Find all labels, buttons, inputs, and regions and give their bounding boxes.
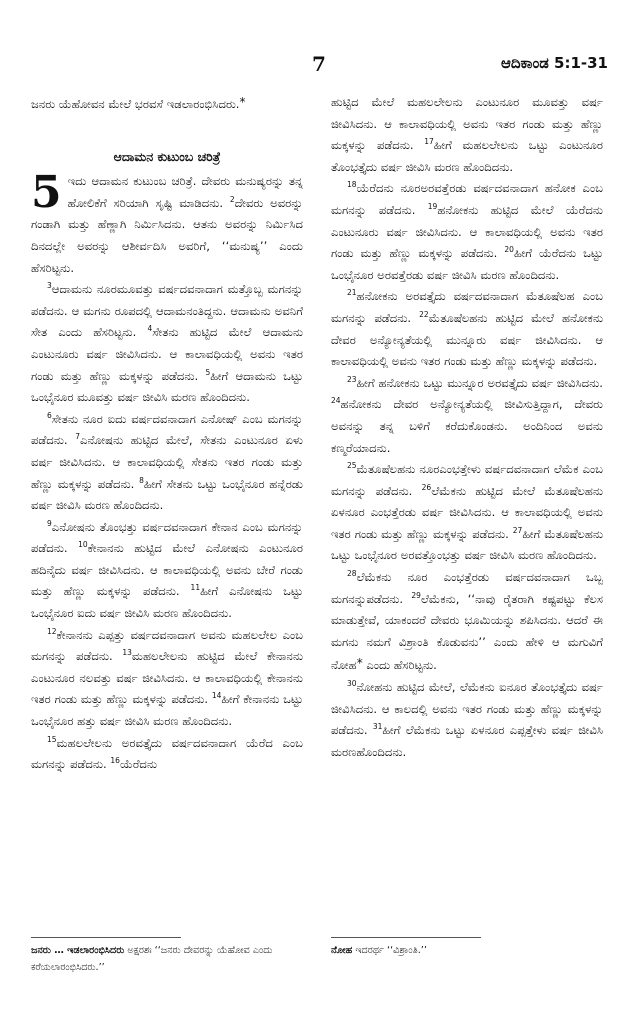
verse-number: 13 bbox=[122, 648, 132, 658]
verse-text: ಹೀಗೆ ಎನೋಷನು ಒಟ್ಟು ಒಂಭೈನೂರ ಐದು ವರ್ಷ ಜೀವಿಸಿ ಮರಣ ಹೊಂದಿದನು. bbox=[31, 584, 303, 621]
verse-text: ಎನೋಷನು ತೊಂಭತ್ತು ವರ್ಷದವನಾದಾಗ ಕೇನಾನ ಎಂಬ ಮಗನನ್ನು ಪಡೆದನು. bbox=[31, 519, 303, 556]
verse-number: 31 bbox=[372, 722, 383, 732]
verse-text: ಹುಟ್ಟಿದ ಮೇಲೆ ಮಹಲಲೇಲನು ಎಂಟುನೂರ ಮೂವತ್ತು ವರ್ಷ ಜೀವಿಸಿದನು. ಆ ಕಾಲಾವಧಿಯಲ್ಲಿ ಅವನು ಇತರ ಗಂಡು ಮತ್ತು ಹೆಣ್ಣು ಮಕ್ಕಳನ್ನು ಪಡೆದನು. bbox=[331, 95, 603, 153]
verse-text: ಕೇನಾನನು ಹುಟ್ಟಿದ ಮೇಲೆ ಎನೋಷನು ಎಂಟುನೂರ ಹದಿನೈದು ವರ್ಷ ಜೀವಿಸಿದನು. ಆ ಕಾಲಾವಧಿಯಲ್ಲಿ ಅವನು ಬೇರೆ ಗಂಡು ಮತ್ತು ಹೆಣ್ಣು ಮಕ್ಕಳನ್ನು ಪಡೆದನು. bbox=[31, 541, 303, 599]
verse-number: 10 bbox=[78, 540, 88, 550]
footnote-term: ಜನರು … ಇಡಲಾರಂಭಿಸಿದರು bbox=[31, 945, 125, 956]
verse-number: 15 bbox=[47, 734, 57, 744]
verse-number: 14 bbox=[211, 691, 222, 701]
chapter-number: 5 bbox=[31, 167, 62, 219]
footnote-right bbox=[331, 942, 606, 959]
paragraph bbox=[331, 92, 603, 178]
verse-number: 29 bbox=[411, 590, 421, 600]
paragraph bbox=[31, 517, 303, 625]
verse-number: 20 bbox=[504, 245, 514, 255]
verse-text: ಯೆರೆದನು bbox=[119, 757, 158, 772]
verse-text: ಹೀಗೆ ಸೇತನು ಒಟ್ಟು ಒಂಭೈನೂರ ಹನ್ನೆರಡು ವರ್ಷ ಜೀವಿಸಿ ಮರಣ ಹೊಂದಿದನು. bbox=[31, 476, 303, 513]
verse-text: ಎನೋಷನು ಹುಟ್ಟಿದ ಮೇಲೆ, ಸೇತನು ಎಂಟುನೂರ ಏಳು ವರ್ಷ ಜೀವಿಸಿದನು. ಆ ಕಾಲಾವಧಿಯಲ್ಲಿ ಸೇತನು ಇತರ ಗಂಡು ಮತ್ತು ಹೆಣ್ಣು ಮಕ್ಕಳನ್ನು ಪಡೆದನು. bbox=[31, 433, 303, 491]
paragraph bbox=[31, 733, 303, 776]
verse-text: ಹೀಗೆ ಲೆಮೆಕನು ಒಟ್ಟು ಏಳನೂರ ಎಪ್ಪತ್ತೇಳು ವರ್ಷ ಜೀವಿಸಿ ಮರಣಹೊಂದಿದನು. bbox=[331, 723, 603, 759]
verse-number: 27 bbox=[512, 526, 523, 536]
verse-text: ಮೆತೂಷೆಲಹನು ಹುಟ್ಟಿದ ಮೇಲೆ ಹನೋಕನು ದೇವರ ಅನ್ಯೋನ್ಯತೆಯಲ್ಲಿ ಮುನ್ನೂರು ವರ್ಷ ಜೀವಿಸಿದನು. ಆ ಕಾಲಾವಧಿಯಲ್ಲಿ ಅವನು ಇತರ ಗಂಡು ಮತ್ತು ಹೆಣ್ಣು ಮಕ್ಕಳನ್ನು ಪಡೆದನು. bbox=[331, 310, 604, 369]
verse-number: 24 bbox=[331, 396, 341, 406]
verse-text: ಮಹಲಲೇಲನು ಹುಟ್ಟಿದ ಮೇಲೆ ಕೇನಾನನು ಎಂಟುನೂರ ನಲವತ್ತು ವರ್ಷ ಜೀವಿಸಿದನು. ಆ ಕಾಲಾವಧಿಯಲ್ಲಿ ಕೇನಾನನು ಇತರ ಗಂಡು ಮತ್ತು ಹೆಣ್ಣು ಮಕ್ಕಳನ್ನು ಪಡೆದನು. bbox=[31, 649, 304, 707]
footnote-text: ಇದರರ್ಥ ‘‘ವಿಶ್ರಾಂತಿ.’’ bbox=[352, 945, 427, 956]
verse-number: 21 bbox=[347, 288, 357, 298]
verse-number: 28 bbox=[347, 569, 357, 579]
paragraph bbox=[331, 567, 603, 677]
verse-text: ಹೀಗೆ ಮೆತೂಷೆಲಹನು ಒಟ್ಟು ಒಂಭೈನೂರ ಅರವತ್ತೊಂಭತ್ತು ವರ್ಷ ಜೀವಿಸಿ ಮರಣ ಹೊಂದಿದನು. bbox=[331, 526, 604, 563]
verse-text: ಆದಾಮನು ನೂರಮೂವತ್ತು ವರ್ಷದವನಾದಾಗ ಮತ್ತೊಬ್ಬ ಮಗನನ್ನು ಪಡೆದನು. ಆ ಮಗನು ರೂಪದಲ್ಲಿ ಆದಾಮನಂತಿದ್ದನು. ಆದಾಮನು ಅವನಿಗೆ ಸೇತ ಎಂದು ಹೆಸರಿಟ್ಟನು. bbox=[31, 282, 303, 340]
verse-number: 8 bbox=[139, 475, 144, 485]
verse-number: 23 bbox=[347, 374, 357, 384]
footnote-term: ನೋಹ bbox=[331, 945, 353, 956]
verse-text: ಮಹಲಲೇಲನು ಅರವತ್ತೈದು ವರ್ಷದವನಾದಾಗ ಯೆರೆದ ಎಂಬ ಮಗನನ್ನು ಪಡೆದನು. bbox=[31, 735, 303, 772]
left-column bbox=[31, 92, 303, 776]
page-header bbox=[30, 52, 608, 80]
footnote-text: ಅಕ್ಷರಶಃ ‘‘ಜನರು ದೇವರನ್ನು ಯೆಹೋವ ಎಂದು ಕರೆಯಲಾರಂಭಿಸಿದರು.’’ bbox=[31, 945, 273, 973]
verse-text: ಹೀಗೆ ಮಹಲಲೇಲನು ಒಟ್ಟು ಎಂಟುನೂರ ತೊಂಭತ್ತೈದು ವರ್ಷ ಜೀವಿಸಿ ಮರಣ ಹೊಂದಿದನು. bbox=[331, 138, 603, 174]
paragraph bbox=[331, 677, 603, 763]
footnote-left bbox=[31, 942, 306, 976]
verse-text: ಇದು ಆದಾಮನ ಕುಟುಂಬ ಚರಿತ್ರೆ. ದೇವರು ಮನುಷ್ಯರನ್ನು ತನ್ನ ಹೋಲಿಕೆಗೆ ಸರಿಯಾಗಿ ಸೃಷ್ಟಿ ಮಾಡಿದನು. bbox=[67, 174, 303, 210]
running-head: ಆದಿಕಾಂಡ 5:1-31 bbox=[500, 54, 608, 72]
right-column bbox=[331, 92, 603, 763]
verse-number: 2 bbox=[229, 194, 235, 204]
page-number: 7 bbox=[312, 52, 326, 76]
verse-text: ಹೀಗೆ ಹನೋಕನು ಒಟ್ಟು ಮುನ್ನೂರ ಅರವತ್ತೈದು ವರ್ಷ ಜೀವಿಸಿದನು. bbox=[356, 375, 603, 390]
verse-text: ಕೇನಾನನು ಎಪ್ಪತ್ತು ವರ್ಷದವನಾದಾಗ ಅವನು ಮಹಲಲೇಲ ಎಂಬ ಮಗನನ್ನು ಪಡೆದನು. bbox=[31, 627, 303, 664]
section-title: ಆದಾಮನ ಕುಟುಂಬ ಚರಿತ್ರೆ bbox=[113, 148, 221, 164]
verse-number: 7 bbox=[75, 432, 81, 442]
verse-text: ಹೀಗೆ ಯೆರೆದನು ಒಟ್ಟು ಒಂಭೈನೂರ ಅರವತ್ತೆರಡು ವರ್ಷ ಜೀವಿಸಿ ಮರಣ ಹೊಂದಿದನು. bbox=[331, 246, 604, 282]
verse-number: 17 bbox=[424, 137, 434, 147]
verse-text: ಲೆಮೆಕನು, ‘‘ನಾವು ರೈತರಾಗಿ ಕಷ್ಟಪಟ್ಟು ಕೆಲಸ ಮಾಡುತ್ತೇವೆ, ಯಾಕಂದರೆ ದೇವರು ಭೂಮಿಯನ್ನು ಶಪಿಸಿದನು. ಆದರೆ ಈ ಮಗನು ನಮಗೆ ವಿಶ್ರಾಂತಿ ಕೊಡುವನು’’ ಎಂದು ಹೇಳಿ ಆ ಮಗುವಿಗೆ ನೋಹ bbox=[331, 591, 603, 673]
verse-number: 30 bbox=[347, 679, 357, 689]
footnote-divider bbox=[31, 937, 181, 938]
paragraph bbox=[31, 625, 303, 733]
verse-text: ಹನೋಕನು ಅರವತ್ತೈದು ವರ್ಷದವನಾದಾಗ ಮೆತೂಷೆಲಹ ಎಂಬ ಮಗನನ್ನು ಪಡೆದನು. bbox=[331, 289, 603, 325]
verse-text: ಸೇತನು ನೂರ ಐದು ವರ್ಷದವನಾದಾಗ ಎನೋಷ್ ಎಂಬ ಮಗನನ್ನು ಪಡೆದನು. bbox=[31, 411, 303, 448]
verse-number: 26 bbox=[421, 482, 432, 492]
verse-text: ಯೆರೆದನು ನೂರಅರವತ್ತೆರಡು ವರ್ಷದವನಾದಾಗ ಹನೋಕ ಎಂಬ ಮಗನನ್ನು ಪಡೆದನು. bbox=[331, 181, 603, 217]
verse-text: ಹನೋಕನು ಹುಟ್ಟಿದ ಮೇಲೆ ಯೆರೆದನು ಎಂಟುನೂರು ವರ್ಷ ಜೀವಿಸಿದನು. ಆ ಕಾಲಾವಧಿಯಲ್ಲಿ ಅವನು ಇತರ ಗಂಡು ಮತ್ತು ಹೆಣ್ಣು ಮಕ್ಕಳನ್ನು ಪಡೆದನು. bbox=[331, 202, 603, 261]
verse-number: 5 bbox=[205, 367, 211, 377]
verse-number: 9 bbox=[47, 518, 52, 528]
verse-text: ಸೇತನು ಹುಟ್ಟಿದ ಮೇಲೆ ಆದಾಮನು ಎಂಟುನೂರು ವರ್ಷ ಜೀವಿಸಿದನು. ಆ ಕಾಲಾವಧಿಯಲ್ಲಿ ಅವನು ಇತರ ಗಂಡು ಮತ್ತು ಹೆಣ್ಣು ಮಕ್ಕಳನ್ನು ಪಡೆದನು. bbox=[31, 325, 303, 383]
verse-text: ಹೀಗೆ ಆದಾಮನು ಒಟ್ಟು ಒಂಭೈನೂರ ಮೂವತ್ತು ವರ್ಷ ಜೀವಿಸಿ ಮರಣ ಹೊಂದಿದನು. bbox=[31, 368, 304, 405]
footnote-marker: * bbox=[239, 95, 246, 109]
paragraph bbox=[31, 279, 303, 409]
verse-text: ದೇವರು ಅವರನ್ನು ಗಂಡಾಗಿ ಮತ್ತು ಹೆಣ್ಣಾಗಿ ನಿರ್ಮಿಸಿದನು. ಆತನು ಅವರನ್ನು ನಿರ್ಮಿಸಿದ ದಿನದಲ್ಲೇ ಅವರನ್ನು ಆಶೀರ್ವದಿಸಿ ಅವರಿಗೆ, ‘‘ಮನುಷ್ಯ’’ ಎಂದು ಹೆಸರಿಟ್ಟನು. bbox=[31, 195, 304, 275]
verse-number: 4 bbox=[147, 324, 153, 334]
verse-number: 22 bbox=[419, 310, 429, 320]
footnote-divider bbox=[331, 937, 481, 938]
paragraph bbox=[31, 409, 303, 517]
verse-text: ಹೀಗೆ ಕೇನಾನನು ಒಟ್ಟು ಒಂಭೈನೂರ ಹತ್ತು ವರ್ಷ ಜೀವಿಸಿ ಮರಣ ಹೊಂದಿದನು. bbox=[31, 692, 304, 729]
verse-number: 3 bbox=[47, 281, 52, 291]
verse-text: ನೋಹನು ಹುಟ್ಟಿದ ಮೇಲೆ, ಲೆಮೆಕನು ಐನೂರ ತೊಂಭತ್ತೈದು ವರ್ಷ ಜೀವಿಸಿದನು. ಆ ಕಾಲದಲ್ಲಿ ಅವನು ಇತರ ಗಂಡು ಮತ್ತು ಹೆಣ್ಣು ಮಕ್ಕಳನ್ನು ಪಡೆದನು. bbox=[331, 680, 603, 738]
verse-number: 11 bbox=[190, 583, 201, 593]
verse-number: 16 bbox=[110, 756, 120, 766]
verse-number: 12 bbox=[47, 626, 57, 636]
chapter-opening-paragraph bbox=[31, 167, 304, 279]
paragraph bbox=[331, 178, 603, 286]
verse-number: 25 bbox=[347, 461, 357, 471]
verse-text: ಎಂದು ಹೆಸರಿಟ್ಟನು. bbox=[362, 658, 437, 673]
paragraph bbox=[331, 286, 603, 372]
verse-number: 18 bbox=[347, 180, 357, 190]
verse-number: 6 bbox=[47, 410, 52, 420]
verse-text: ಲೆಮೆಕನು ನೂರ ಎಂಭತ್ತೆರಡು ವರ್ಷದವನಾದಾಗ ಒಬ್ಬ ಮಗನನ್ನುಪಡೆದನು. bbox=[331, 570, 603, 606]
verse-text: ಲೆಮೆಕನು ಹುಟ್ಟಿದ ಮೇಲೆ ಮೆತೂಷೆಲಹನು ಏಳನೂರ ಎಂಭತ್ತೆರಡು ವರ್ಷ ಜೀವಿಸಿದನು. ಆ ಕಾಲಾವಧಿಯಲ್ಲಿ ಅವನು ಇತರ ಗಂಡು ಮತ್ತು ಹೆಣ್ಣು ಮಕ್ಕಳನ್ನು ಪಡೆದನು. bbox=[331, 483, 604, 541]
verse-text: ಹನೋಕನು ದೇವರ ಅನ್ಯೋನ್ಯತೆಯಲ್ಲಿ ಜೀವಿಸುತ್ತಿದ್ದಾಗ, ದೇವರು ಅವನನ್ನು ತನ್ನ ಬಳಿಗೆ ಕರೆದುಕೊಂಡನು. ಅಂದಿನಿಂದ ಅವನು ಕಣ್ಮರೆಯಾದನು. bbox=[331, 397, 603, 455]
footnote-marker: * bbox=[356, 656, 363, 671]
paragraph bbox=[331, 459, 603, 567]
paragraph bbox=[331, 373, 603, 459]
verse-number: 19 bbox=[427, 202, 438, 212]
verse-text: ಮೆತೂಷೆಲಹನು ನೂರಎಂಭತ್ತೇಳು ವರ್ಷದವನಾದಾಗ ಲೆಮೆಕ ಎಂಬ ಮಗನನ್ನು ಪಡೆದನು. bbox=[331, 462, 603, 498]
carryover-paragraph: ಜನರು ಯೆಹೋವನ ಮೇಲೆ ಭರವಸೆ ಇಡಲಾರಂಭಿಸಿದರು.* bbox=[31, 95, 246, 111]
